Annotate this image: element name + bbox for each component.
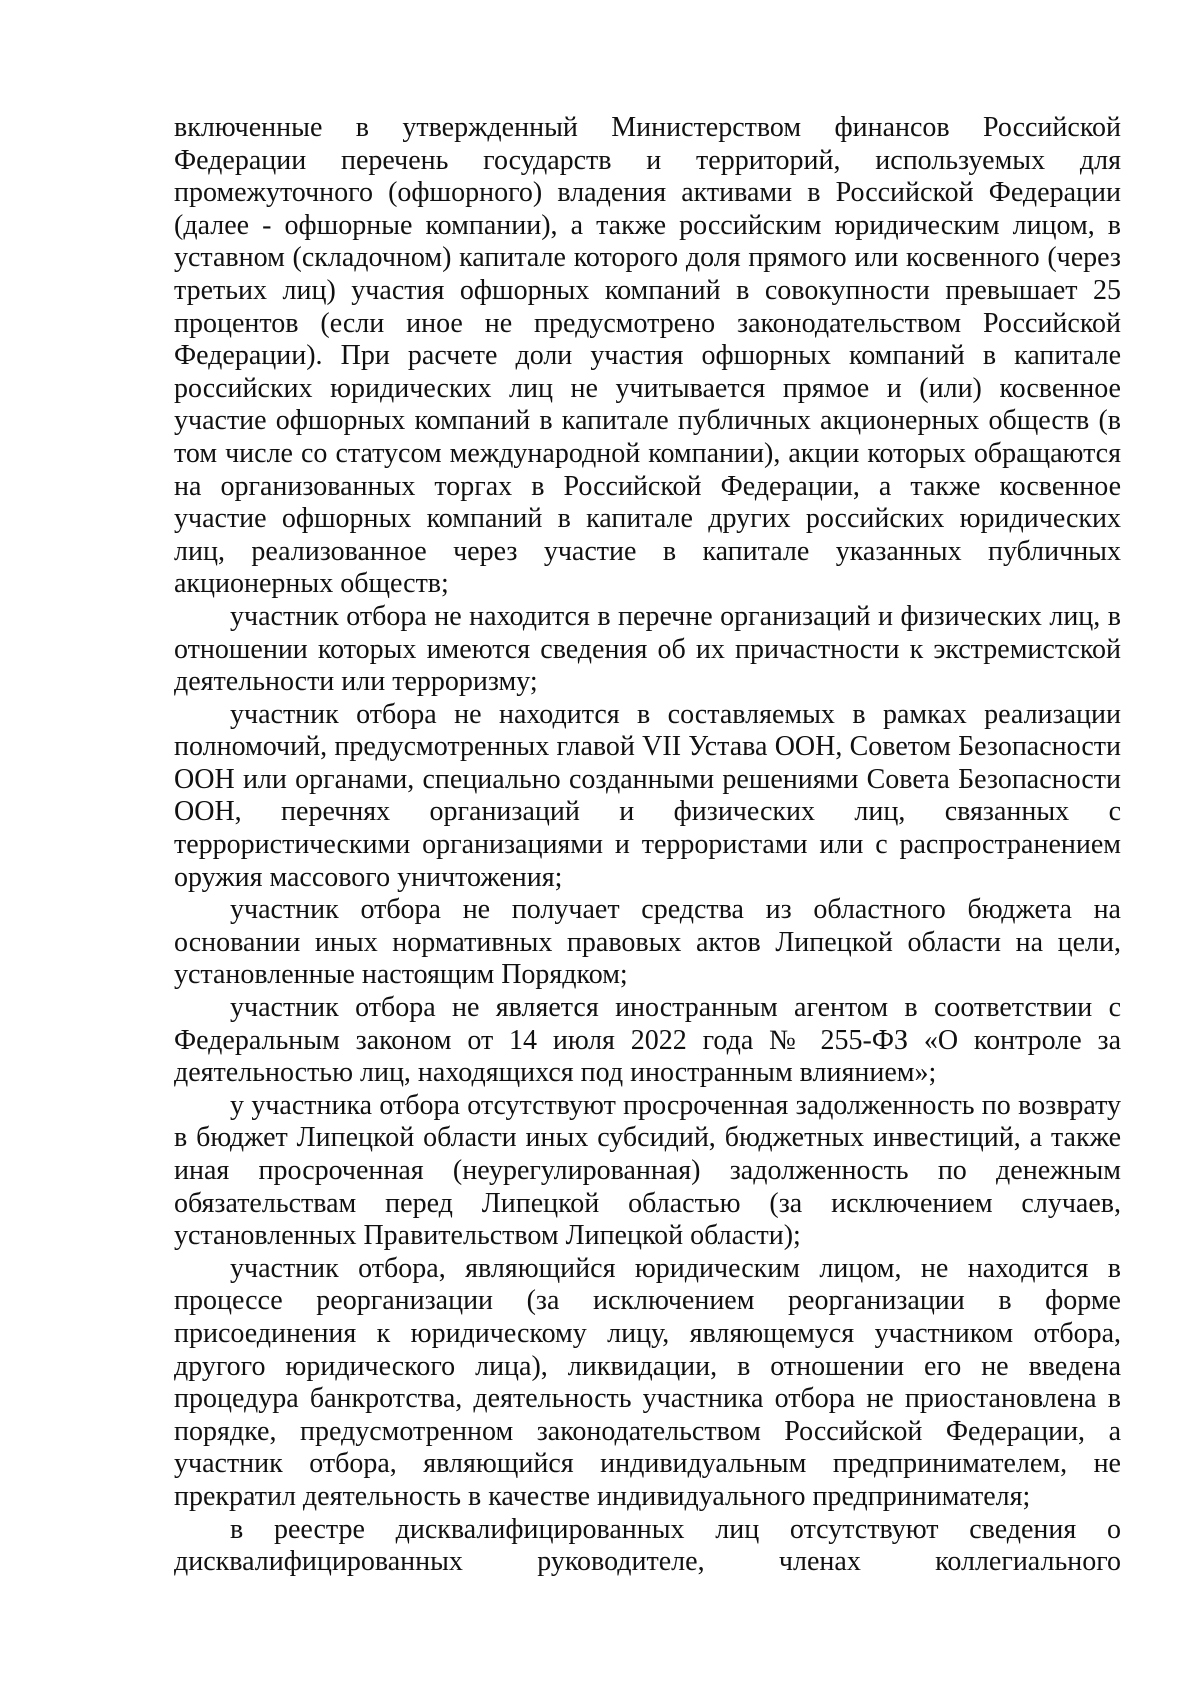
paragraph-foreign-agent: участник отбора не является иностранным агентом в соответствии с Федеральным законом от 14 июля 2022 года № 255-ФЗ «О контроле за деятельностью лиц, находящихся под иностранным влиянием»; (174, 992, 1121, 1089)
paragraph-offshore-companies: включенные в утвержденный Министерством финансов Российской Федерации перечень государств и территорий, используемых для промежуточного (офшорного) владения активами в Российской Федерации (далее - офшорные компании), а также российским юридическим лицом, в уставном (складочном) капитале которого доля прямого или косвенного (через третьих лиц) участия офшорных компаний в совокупности превышает 25 процентов (если иное не предусмотрено законодательством Российской Федерации). При расчете доли участия офшорных компаний в капитале российских юридических лиц не учитывается прямое и (или) косвенное участие офшорных компаний в капитале публичных акционерных обществ (в том числе со статусом международной компании), акции которых обращаются на организованных торгах в Российской Федерации, а также косвенное участие офшорных компаний в капитале других российских юридических лиц, реализованное через участие в капитале указанных публичных акционерных обществ; (174, 112, 1121, 600)
paragraph-un-sanctions-list: участник отбора не находится в составляемых в рамках реализации полномочий, предусмотренных главой VII Устава ООН, Советом Безопасности ООН или органами, специально созданными решениями Совета Безопасности ООН, перечнях организаций и физических лиц, связанных с террористическими организациями и террористами или с распространением оружия массового уничтожения; (174, 698, 1121, 893)
paragraph-overdue-debt: у участника отбора отсутствуют просроченная задолженность по возврату в бюджет Липецкой области иных субсидий, бюджетных инвестиций, а также иная просроченная (неурегулированная) задолженность по денежным обязательствам перед Липецкой областью (за исключением случаев, установленных Правительством Липецкой области); (174, 1089, 1121, 1252)
paragraph-reorganization-liquidation: участник отбора, являющийся юридическим лицом, не находится в процессе реорганизации (за исключением реорганизации в форме присоединения к юридическому лицу, являющемуся участником отбора, другого юридического лица), ликвидации, в отношении его не введена процедура банкротства, деятельность участника отбора не приостановлена в порядке, предусмотренном законодательством Российской Федерации, а участник отбора, являющийся индивидуальным предпринимателем, не прекратил деятельность в качестве индивидуального предпринимателя; (174, 1252, 1121, 1512)
paragraph-extremism-list: участник отбора не находится в перечне организаций и физических лиц, в отношении которых имеются сведения об их причастности к экстремистской деятельности или терроризму; (174, 600, 1121, 698)
document-page (174, 112, 1121, 1579)
paragraph-disqualified-persons: в реестре дисквалифицированных лиц отсутствуют сведения о дисквалифицированных руководителе, членах коллегиального (174, 1513, 1121, 1578)
paragraph-regional-budget-funds: участник отбора не получает средства из областного бюджета на основании иных нормативных правовых актов Липецкой области на цели, установленные настоящим Порядком; (174, 894, 1121, 991)
